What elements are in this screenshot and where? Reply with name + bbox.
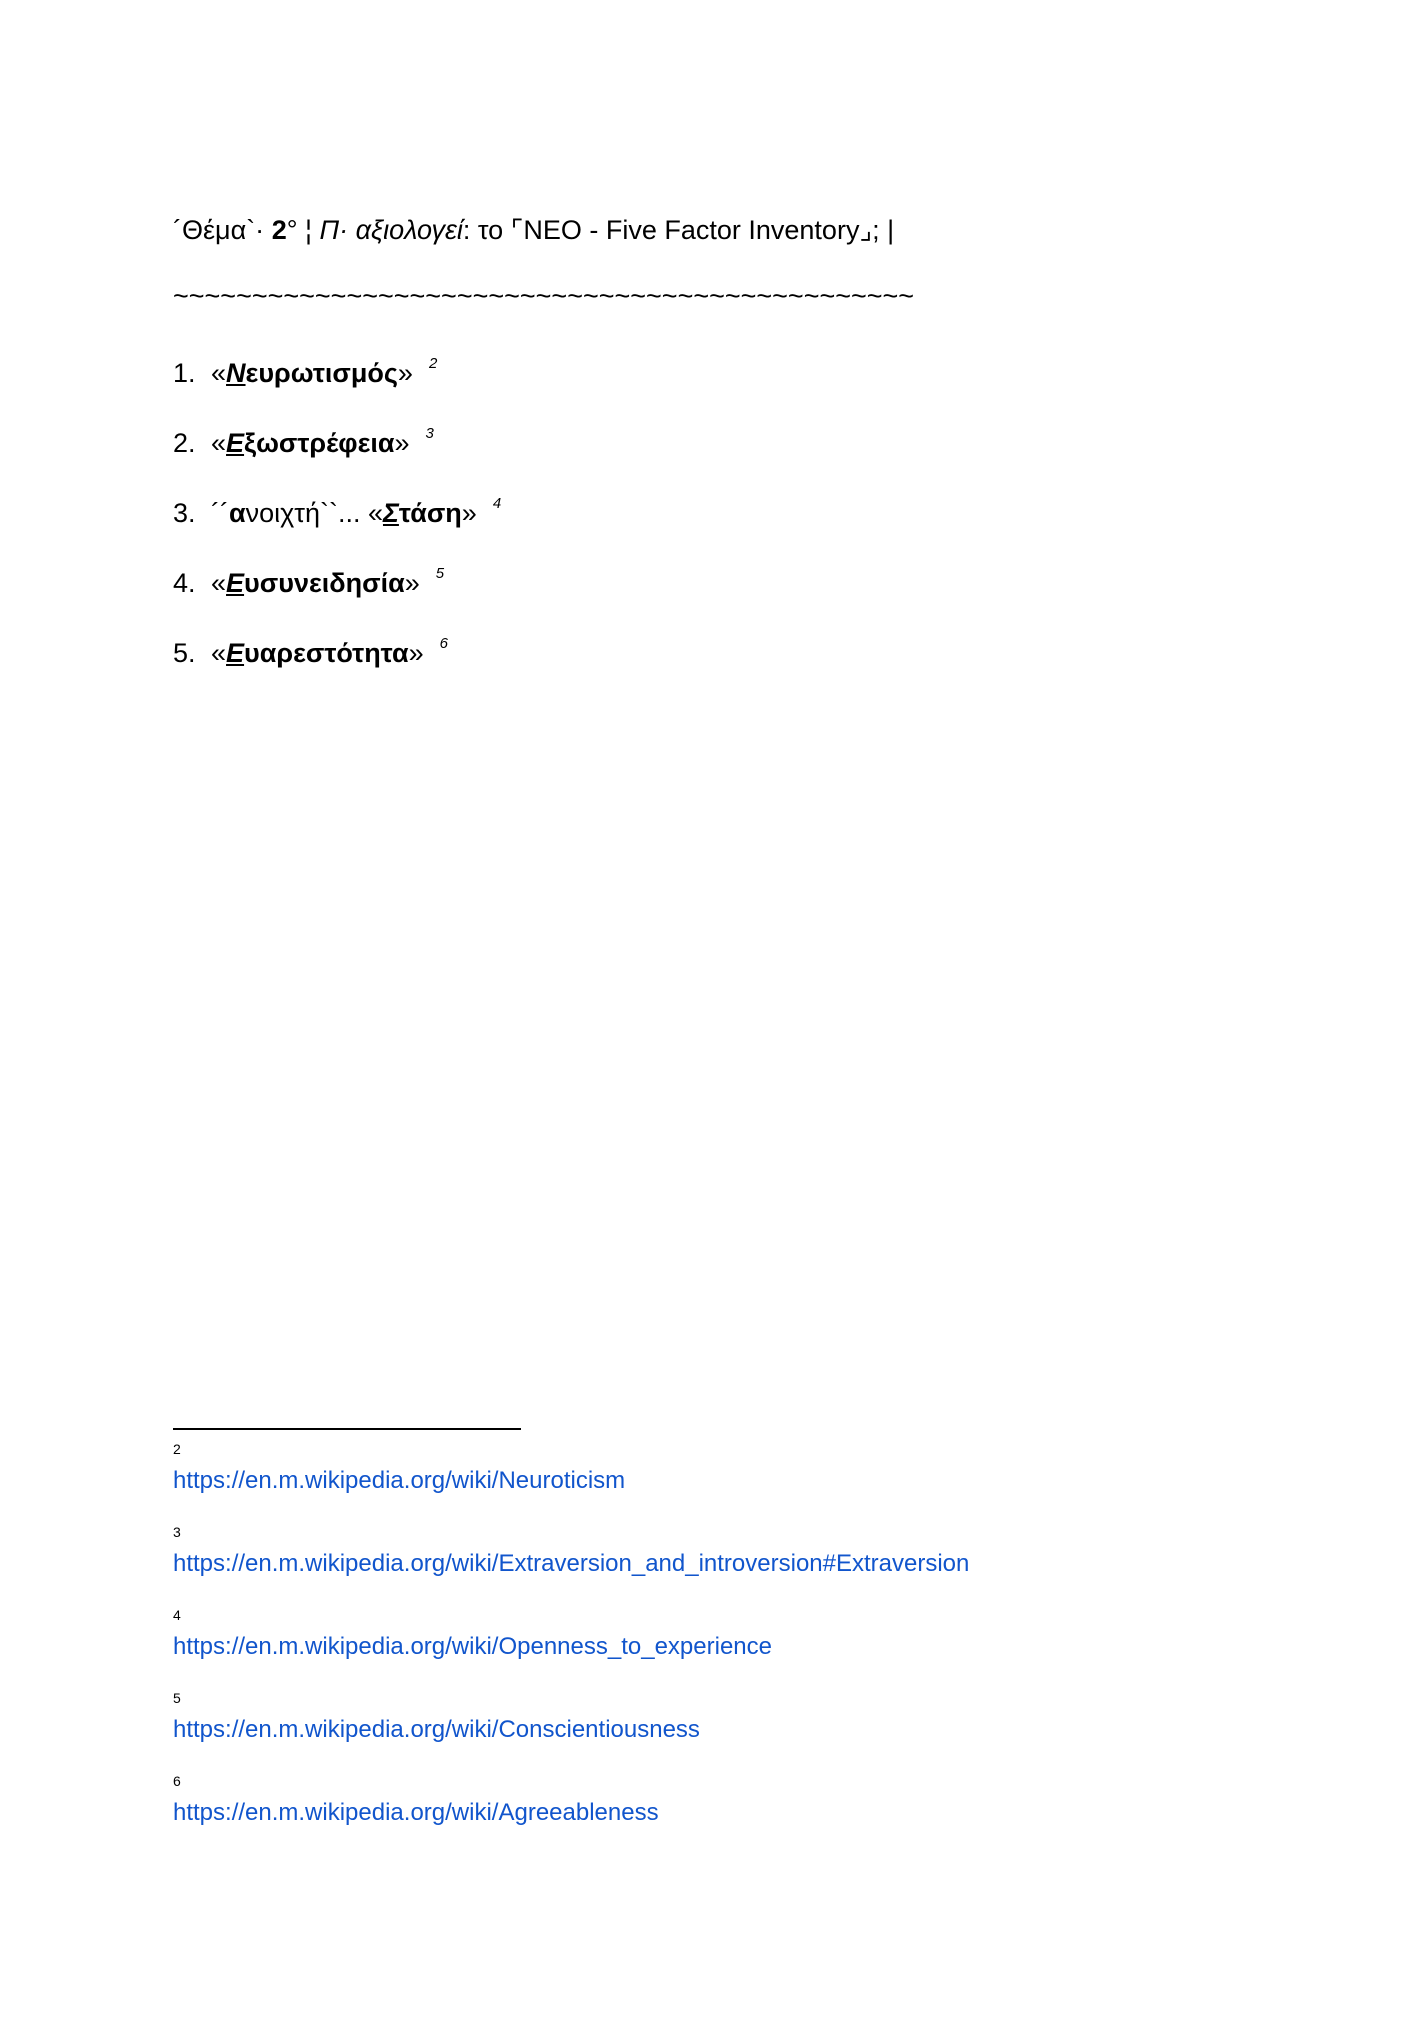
footnote [173,1440,969,1523]
footnote-ref[interactable]: 4 [492,495,502,512]
page-title [173,212,894,248]
list-number: 2. [173,428,196,458]
title-rest: : το ⌜NEO - Five Factor Inventory⌟; | [462,215,895,245]
list-number: 4. [173,568,196,598]
footnotes [173,1440,969,1855]
close-quote: » [397,358,413,388]
footnote-link-conscientiousness[interactable]: https://en.m.wikipedia.org/wiki/Conscientiousness [173,1716,700,1743]
footnote-link-agreeableness[interactable]: https://en.m.wikipedia.org/wiki/Agreeableness [173,1799,659,1826]
item-initial: N [226,358,246,388]
lead-quote: ´´ [211,498,229,528]
item-initial: Σ [382,498,399,528]
footnote-mark: 6 [173,1773,181,1789]
footnote [173,1523,969,1606]
footnote-link-openness[interactable]: https://en.m.wikipedia.org/wiki/Openness_to_experience [173,1633,772,1660]
list-item [173,486,501,556]
footnote-mark: 5 [173,1690,181,1706]
footnote-separator [173,1428,521,1430]
list-item [173,416,501,486]
footnote [173,1606,969,1689]
close-quote: » [404,568,420,598]
close-quote: » [461,498,477,528]
footnote-link-extraversion[interactable]: https://en.m.wikipedia.org/wiki/Extraversion_and_introversion#Extraversion [173,1550,970,1577]
footnote-ref[interactable]: 2 [428,355,438,372]
item-term: υσυνειδησία [244,568,405,598]
item-initial: Ε [226,568,245,598]
list-number: 3. [173,498,196,528]
lead-initial: α [228,498,246,528]
footnote-ref[interactable]: 5 [435,565,445,582]
title-prefix: ´Θέμα`· [173,215,272,245]
item-term: τάση [398,498,462,528]
list-number: 1. [173,358,196,388]
footnote-ref[interactable]: 6 [439,635,448,652]
list-item [173,626,501,696]
open-quote: « [211,638,227,668]
item-initial: Ε [226,638,245,668]
footnote-link-neuroticism[interactable]: https://en.m.wikipedia.org/wiki/Neuroticism [173,1467,626,1494]
footnote [173,1772,969,1855]
footnote-mark: 4 [173,1607,181,1623]
footnote [173,1689,969,1772]
title-question: Π· αξιολογεί [319,215,463,245]
footnote-ref[interactable]: 3 [425,425,434,442]
close-quote: » [394,428,410,458]
item-term: ευρωτισμός [245,358,398,388]
close-quote: » [408,638,424,668]
title-number: 2 [271,215,287,245]
lead-rest: νοιχτή``... « [245,498,383,528]
list-number: 5. [173,638,196,668]
footnote-mark: 3 [173,1524,181,1540]
item-term: υαρεστότητα [244,638,409,668]
factor-list [173,346,501,696]
footnote-mark: 2 [173,1441,181,1457]
item-term: ξωστρέφεια [244,428,395,458]
open-quote: « [211,568,227,598]
open-quote: « [211,428,227,458]
tilde-divider: ~~~~~~~~~~~~~~~~~~~~~~~~~~~~~~~~~~~~~~~~~~~~~~~ [173,281,915,311]
open-quote: « [211,358,227,388]
item-initial: Ε [226,428,245,458]
title-separator: ° ¦ [286,215,320,245]
list-item [173,346,501,416]
list-item [173,556,501,626]
